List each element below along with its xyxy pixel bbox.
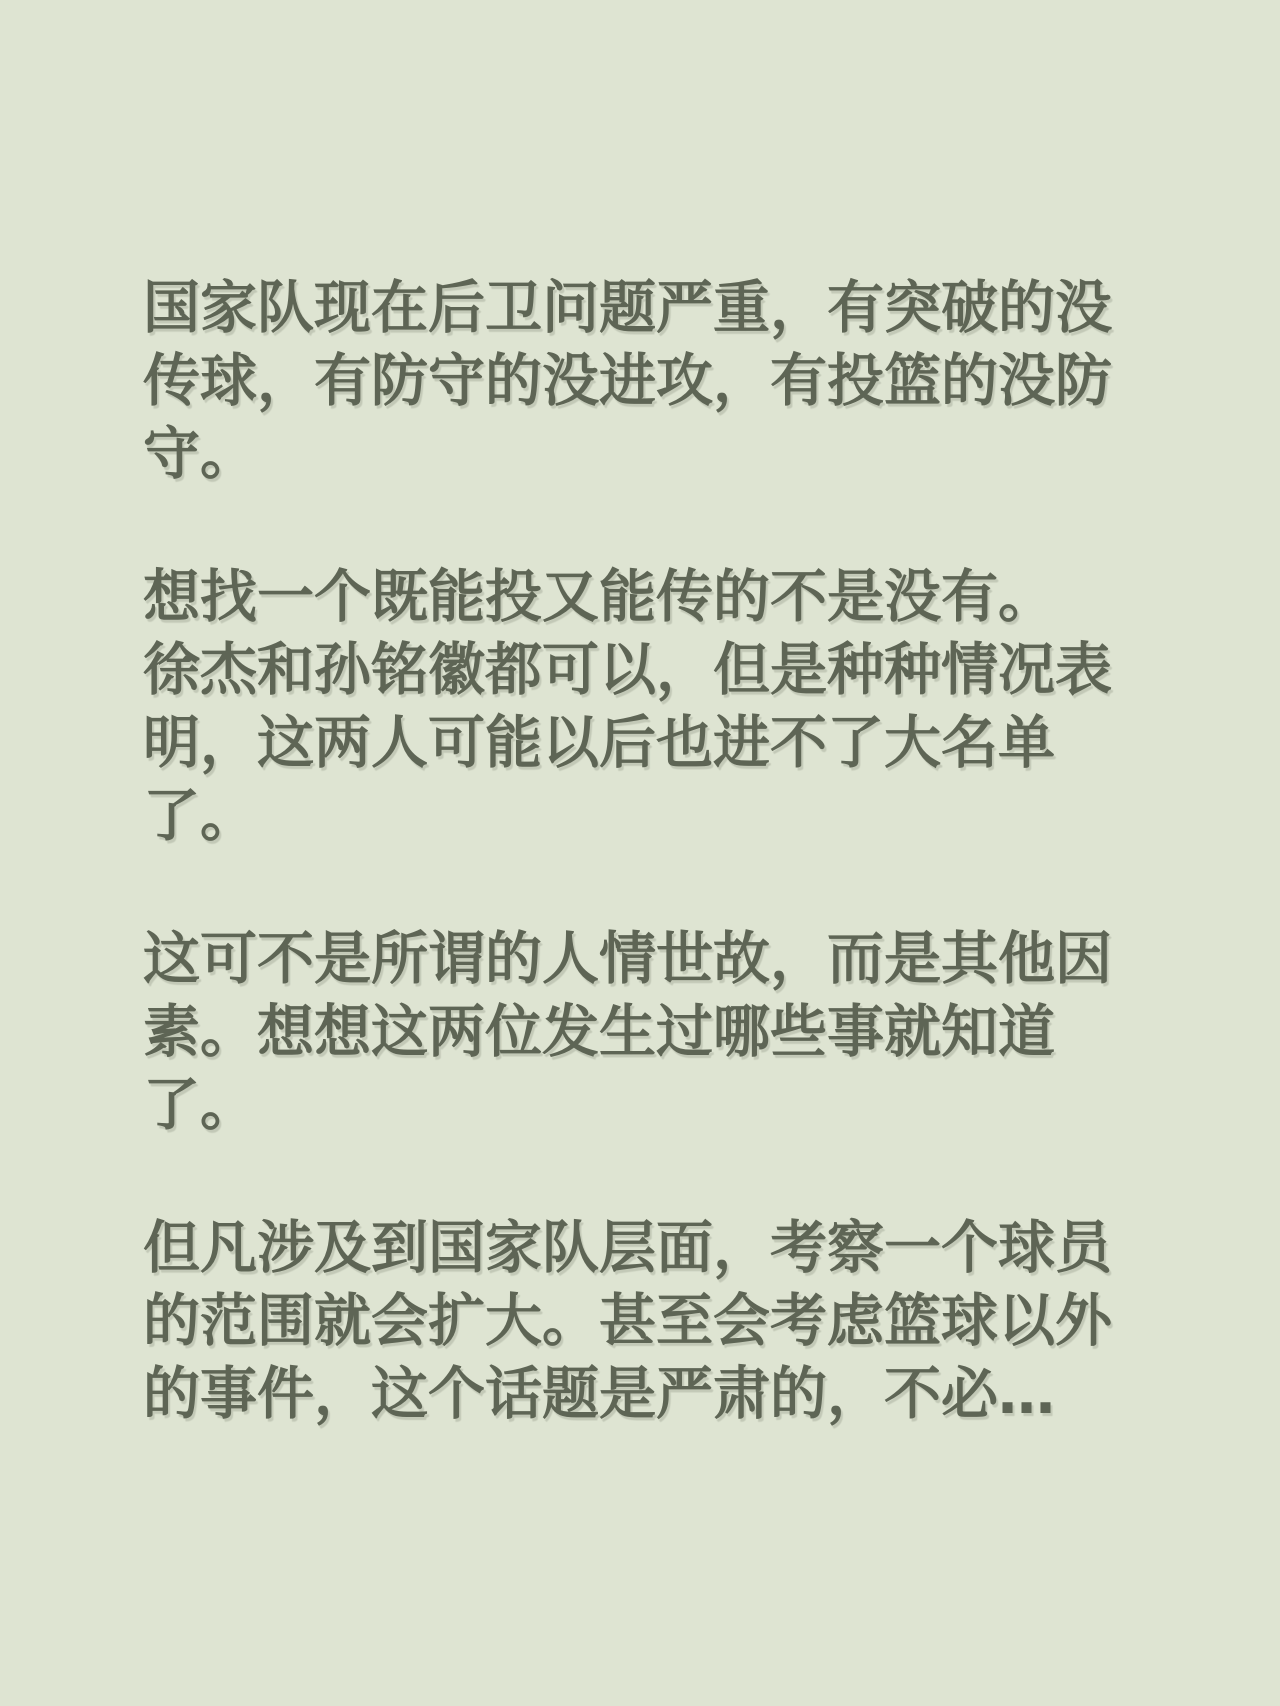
text-line: 的事件，这个话题是严肃的，不必… [143, 1361, 1055, 1427]
text-line: 这可不是所谓的人情世故，而是其他因 [143, 926, 1112, 992]
text-line: 国家队现在后卫问题严重，有突破的没 [143, 275, 1112, 341]
text-line: 但凡涉及到国家队层面，考察一个球员 [143, 1215, 1112, 1281]
text-line: 想找一个既能投又能传的不是没有。 [143, 564, 1055, 630]
text-line: 了。 [143, 1072, 257, 1138]
paragraph-other-factors [143, 923, 1140, 1142]
text-line: 徐杰和孙铭徽都可以，但是种种情况表 [143, 637, 1112, 703]
text-line: 素。想想这两位发生过哪些事就知道 [143, 999, 1055, 1065]
text-line: 守。 [143, 421, 257, 487]
text-line: 的范围就会扩大。甚至会考虑篮球以外 [143, 1288, 1112, 1354]
text-line: 明，这两人可能以后也进不了大名单 [143, 710, 1055, 776]
paragraph-guard-problem [143, 272, 1140, 491]
paragraph-candidates [143, 561, 1140, 853]
paragraph-national-team-scope [143, 1212, 1140, 1431]
text-line: 传球，有防守的没进攻，有投篮的没防 [143, 348, 1112, 414]
text-line: 了。 [143, 783, 257, 849]
